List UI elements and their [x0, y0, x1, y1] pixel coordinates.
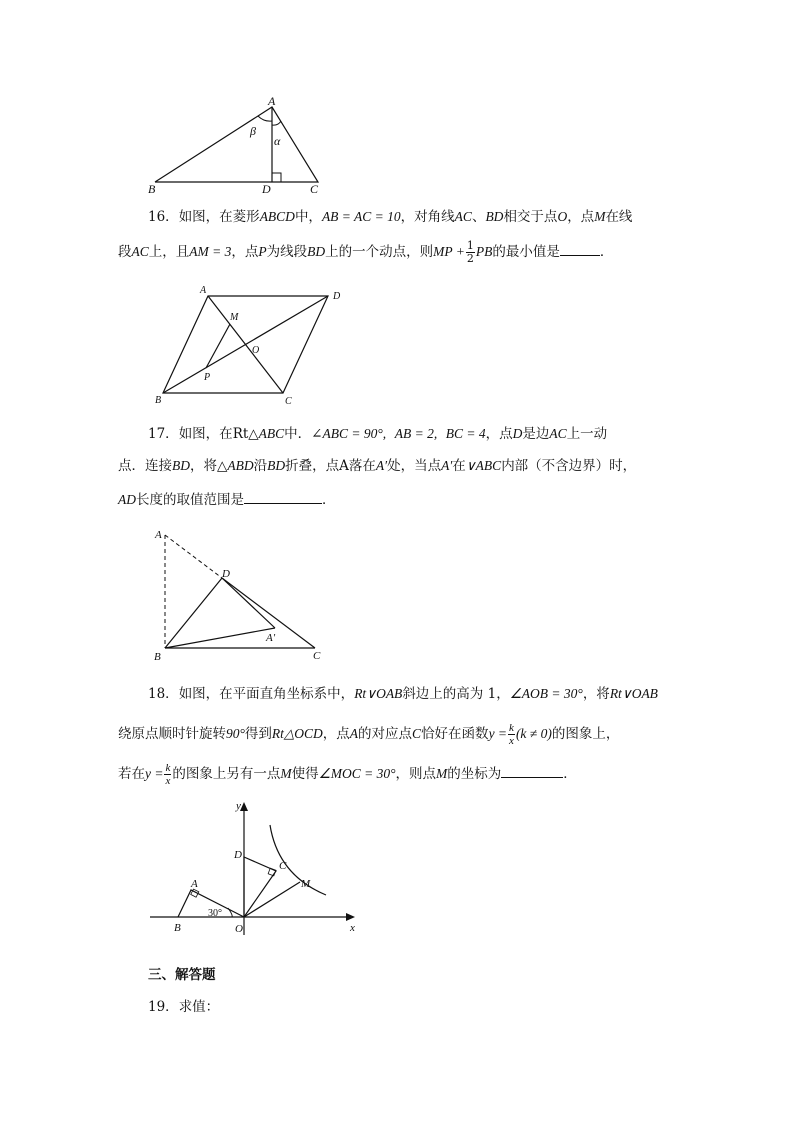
beta-arc — [258, 116, 272, 121]
math: M — [280, 766, 292, 781]
math: AC — [549, 426, 567, 441]
text: ，点 — [567, 209, 595, 225]
y-axis-arrow — [240, 802, 248, 811]
text: 在线 — [605, 209, 633, 225]
fraction-half — [466, 240, 475, 265]
label-D: D — [234, 849, 242, 861]
math: ABCD — [259, 209, 295, 224]
label-Aprime: A′ — [266, 632, 276, 644]
text: 上的一个动点，则 — [325, 244, 434, 260]
text: 在 — [452, 458, 466, 474]
math: D — [512, 426, 523, 441]
dashed-ad — [165, 535, 222, 578]
text: 上，且 — [148, 244, 190, 260]
text: ，将△ — [190, 458, 228, 474]
label-y: y — [236, 800, 241, 812]
math: AB = AC = 10 — [321, 209, 401, 224]
label-A: A — [191, 878, 198, 890]
math: MP + — [433, 244, 465, 259]
segment-ba-prime — [165, 628, 275, 648]
label-M: M — [230, 312, 239, 323]
text: 长度的取值范围是 — [136, 492, 244, 508]
math: ∠AOB = 30° — [509, 686, 583, 701]
math: ∨ABC — [465, 458, 502, 473]
answer-blank — [560, 241, 600, 256]
label-A: A — [155, 529, 162, 541]
q17-line3 — [118, 489, 336, 510]
math: BD — [307, 244, 326, 259]
right-angle-mark — [272, 173, 281, 182]
figure-16-rhombus — [150, 283, 360, 408]
math: M — [594, 209, 606, 224]
numerator: 1 — [466, 239, 474, 252]
label-O: O — [235, 923, 243, 935]
text: 是边 — [522, 426, 550, 442]
text: 如图，在 — [178, 426, 233, 442]
q17-line1 — [148, 424, 607, 444]
label-B: B — [154, 651, 161, 663]
math: (k ≠ 0) — [515, 726, 552, 741]
math: Rt∨OAB — [354, 686, 403, 701]
math: AC — [454, 209, 472, 224]
question-number: 16． — [148, 209, 179, 225]
math: △ — [248, 426, 259, 442]
text: 相交于点 — [503, 209, 558, 225]
text: 点．连接 — [118, 458, 172, 474]
label-M: M — [301, 878, 311, 890]
q16-line1 — [148, 207, 632, 227]
triangle-ocd — [244, 857, 276, 917]
math: Rt — [232, 426, 249, 442]
math: 90° — [226, 726, 245, 741]
text: 绕原点顺时针旋转 — [118, 726, 226, 742]
q18-line3 — [118, 762, 577, 787]
math: y = — [145, 766, 164, 781]
math: C — [412, 726, 422, 741]
text: 的对应点 — [358, 726, 413, 742]
math: AM = 3 — [189, 244, 232, 259]
label-P: P — [204, 372, 211, 383]
text: ，点 — [231, 244, 259, 260]
text: 斜边上的高为 1， — [402, 686, 510, 702]
label-B: B — [148, 182, 156, 196]
q17-line2 — [118, 456, 636, 476]
text: ，则点 — [395, 766, 436, 782]
alpha-arc — [272, 121, 281, 125]
segment-da-prime — [222, 578, 275, 628]
label-D: D — [262, 182, 271, 196]
text: ，点 — [322, 726, 350, 742]
text: 的图象上另有一点 — [172, 766, 281, 782]
math: O — [557, 209, 568, 224]
text: 折叠，点A落在 — [285, 458, 376, 474]
label-C: C — [310, 182, 319, 196]
math: A′ — [441, 458, 453, 473]
fraction-k-over-x — [164, 762, 171, 787]
q18-line1 — [148, 684, 658, 704]
math: AC — [131, 244, 149, 259]
text: 内部（不含边界）时， — [501, 458, 637, 474]
math: BC = 4 — [445, 426, 486, 441]
figure-18-coordinate-plane — [148, 795, 368, 940]
label-D: D — [222, 568, 230, 580]
q18-line2 — [118, 722, 619, 747]
math: ∠ — [311, 426, 323, 442]
text: 处，当点 — [387, 458, 442, 474]
figure-15-triangle — [140, 95, 340, 200]
text: 段 — [118, 244, 132, 260]
x-axis-arrow — [346, 913, 355, 921]
label-C: C — [285, 396, 292, 407]
label-x: x — [350, 922, 355, 934]
label-beta: β — [250, 124, 256, 138]
math: y = — [488, 726, 508, 741]
text: 使得 — [291, 766, 319, 782]
text: 的坐标为 — [447, 766, 502, 782]
question-number: 18． — [148, 686, 179, 702]
text: ． — [322, 492, 336, 508]
text: ． — [599, 244, 614, 260]
math: AD — [118, 492, 136, 507]
text: 得到 — [244, 726, 272, 742]
text: 若在 — [118, 766, 145, 782]
text: ，点 — [485, 426, 513, 442]
math: BD — [172, 458, 190, 473]
denominator: x — [509, 735, 514, 747]
text: ，将 — [582, 686, 610, 702]
question-number: 19． — [148, 999, 179, 1015]
section-heading: 三、解答题 — [148, 967, 216, 983]
denominator: x — [165, 775, 171, 787]
text: 为线段 — [266, 244, 308, 260]
triangle-abc-outline — [155, 107, 318, 182]
math: Rt△OCD — [271, 726, 323, 741]
text: 中． — [284, 426, 312, 442]
text: 的图象上， — [551, 726, 620, 742]
q19-line — [148, 997, 219, 1017]
text: ． — [563, 766, 577, 782]
segment-bd — [165, 578, 222, 648]
math: AB = 2, — [394, 426, 438, 441]
label-alpha: α — [274, 134, 281, 148]
figure-17-fold — [150, 525, 340, 665]
label-O: O — [252, 345, 260, 356]
segment-om — [244, 882, 300, 917]
text: 如图，在平面直角坐标系中， — [178, 686, 355, 702]
label-B: B — [174, 922, 181, 934]
answer-blank — [244, 489, 322, 504]
text: 中， — [294, 209, 322, 225]
text: 、 — [471, 209, 486, 225]
label-C: C — [313, 650, 321, 662]
text: 恰好在函数 — [421, 726, 489, 742]
math: A — [349, 726, 359, 741]
answer-blank — [501, 763, 563, 778]
math: PB — [475, 244, 493, 259]
label-D: D — [333, 291, 341, 302]
label-angle: 30° — [208, 908, 222, 919]
math: BD — [485, 209, 504, 224]
text: 沿 — [253, 458, 268, 474]
numerator: k — [165, 762, 171, 774]
label-A: A — [200, 285, 207, 296]
fraction-k-over-x — [508, 722, 515, 747]
text: ，对角线 — [400, 209, 455, 225]
math: P — [258, 244, 267, 259]
math: BD — [267, 458, 286, 473]
question-number: 17． — [148, 426, 179, 442]
numerator: k — [509, 722, 514, 734]
math: A′ — [375, 458, 388, 473]
math: ABD — [227, 458, 254, 473]
q16-line2 — [118, 240, 613, 265]
math: M — [436, 766, 448, 781]
text: 的最小值是 — [492, 244, 560, 260]
label-B: B — [155, 395, 162, 406]
label-A: A — [268, 94, 276, 108]
math: ∠MOC = 30° — [318, 766, 396, 781]
math: Rt∨OAB — [609, 686, 658, 701]
segment-mp — [206, 324, 230, 368]
denominator: 2 — [466, 252, 474, 265]
text: 求值： — [178, 999, 220, 1015]
text: 如图，在菱形 — [178, 209, 260, 225]
math: ABC = 90°, — [322, 426, 387, 441]
text: 上一动 — [566, 426, 608, 442]
diagonal-bd — [163, 296, 328, 393]
label-C: C — [279, 860, 287, 872]
math: ABC — [258, 426, 285, 441]
